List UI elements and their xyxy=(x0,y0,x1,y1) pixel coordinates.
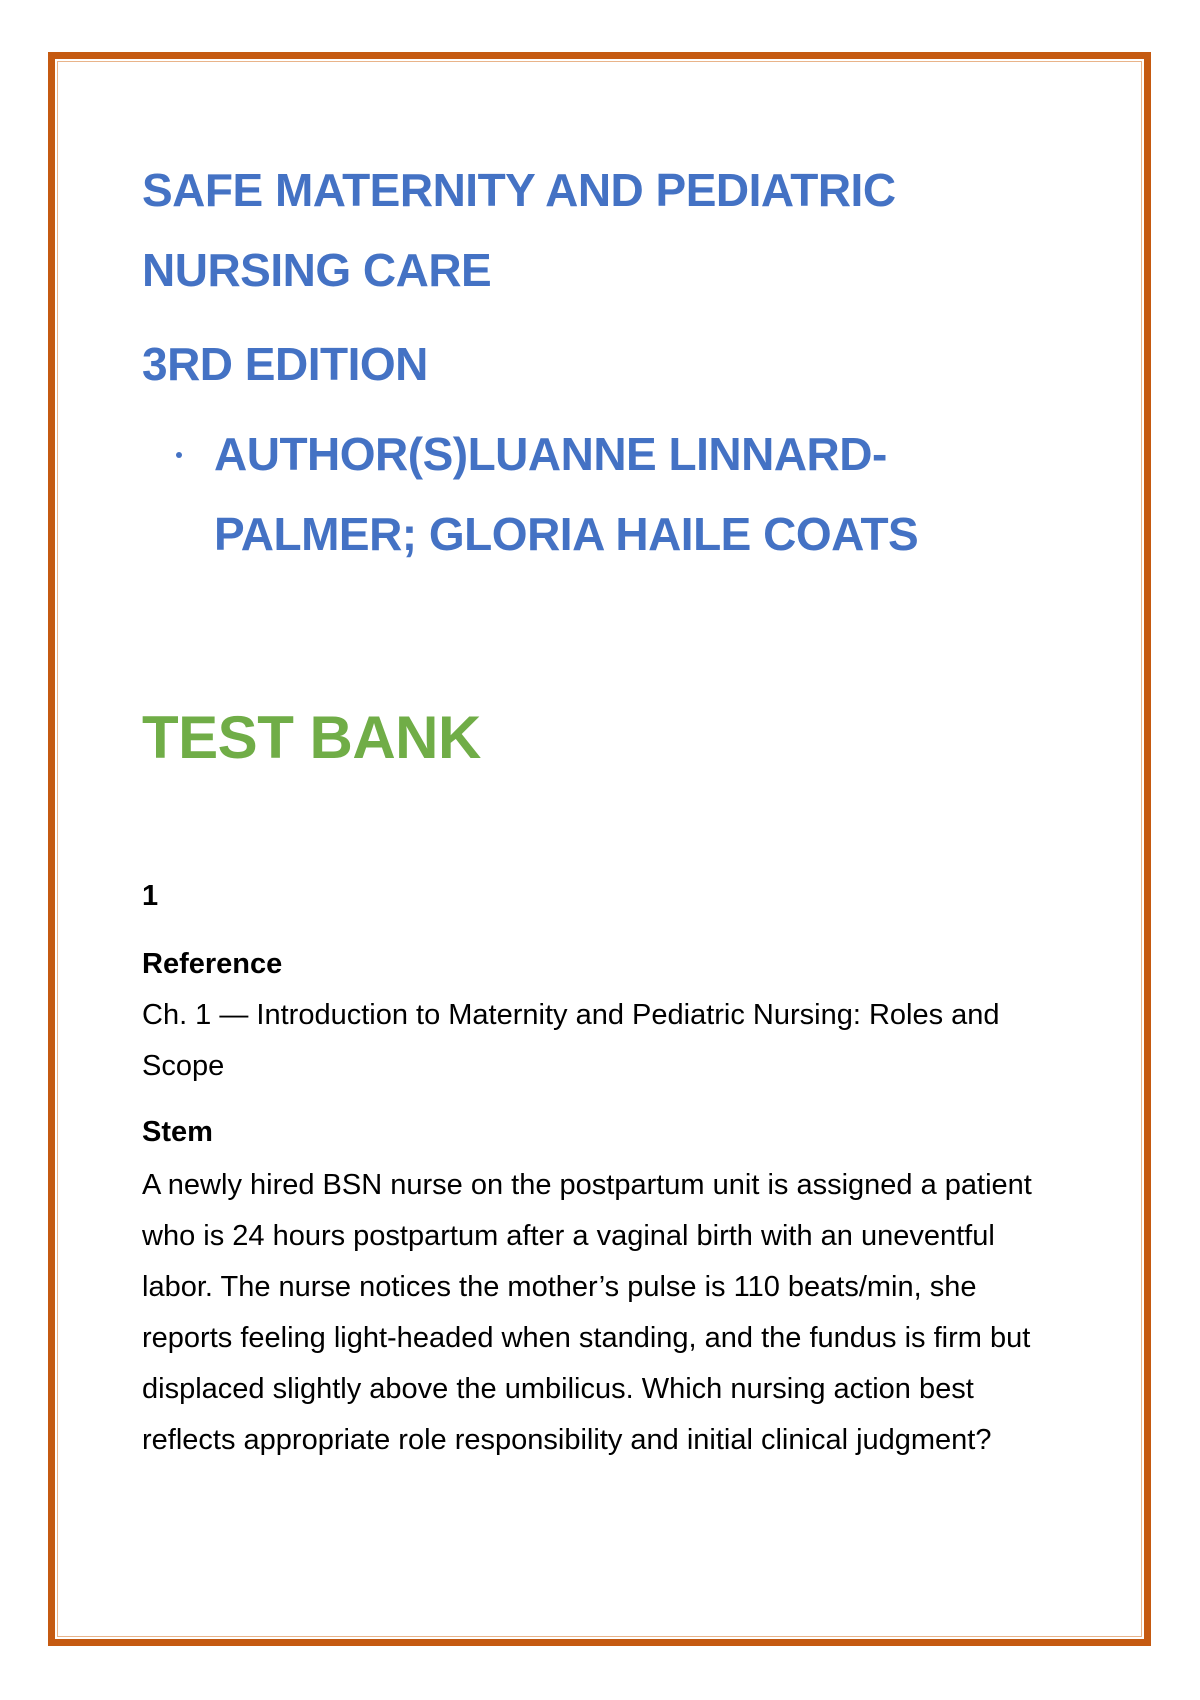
authors-text: AUTHOR(S)LUANNE LINNARD-PALMER; GLORIA HAILE COATS xyxy=(214,428,919,560)
question-number: 1 xyxy=(142,880,159,912)
bullet-icon xyxy=(176,452,182,458)
authors-item xyxy=(142,414,974,574)
reference-label: Reference xyxy=(142,948,283,980)
test-bank-heading: TEST BANK xyxy=(142,704,481,771)
document-content xyxy=(142,150,1082,1466)
stem-text: A newly hired BSN nurse on the postpartum unit is assigned a patient who is 24 hours postpartum after a vaginal birth with an uneventful labor. The nurse notices the mother’s pulse is 110 beats/min, she reports feeling light-headed when standing, and the fundus is firm but displaced slightly above the umbilicus. Which nursing action best reflects appropriate role responsibility and initial clinical judgment? xyxy=(142,1169,1032,1456)
stem-label: Stem xyxy=(142,1116,213,1148)
document-title: SAFE MATERNITY AND PEDIATRIC NURSING CARE xyxy=(142,164,896,296)
edition-heading: 3RD EDITION xyxy=(142,338,428,390)
authors-list xyxy=(142,414,1082,574)
reference-text: Ch. 1 — Introduction to Maternity and Pediatric Nursing: Roles and Scope xyxy=(142,999,1000,1082)
